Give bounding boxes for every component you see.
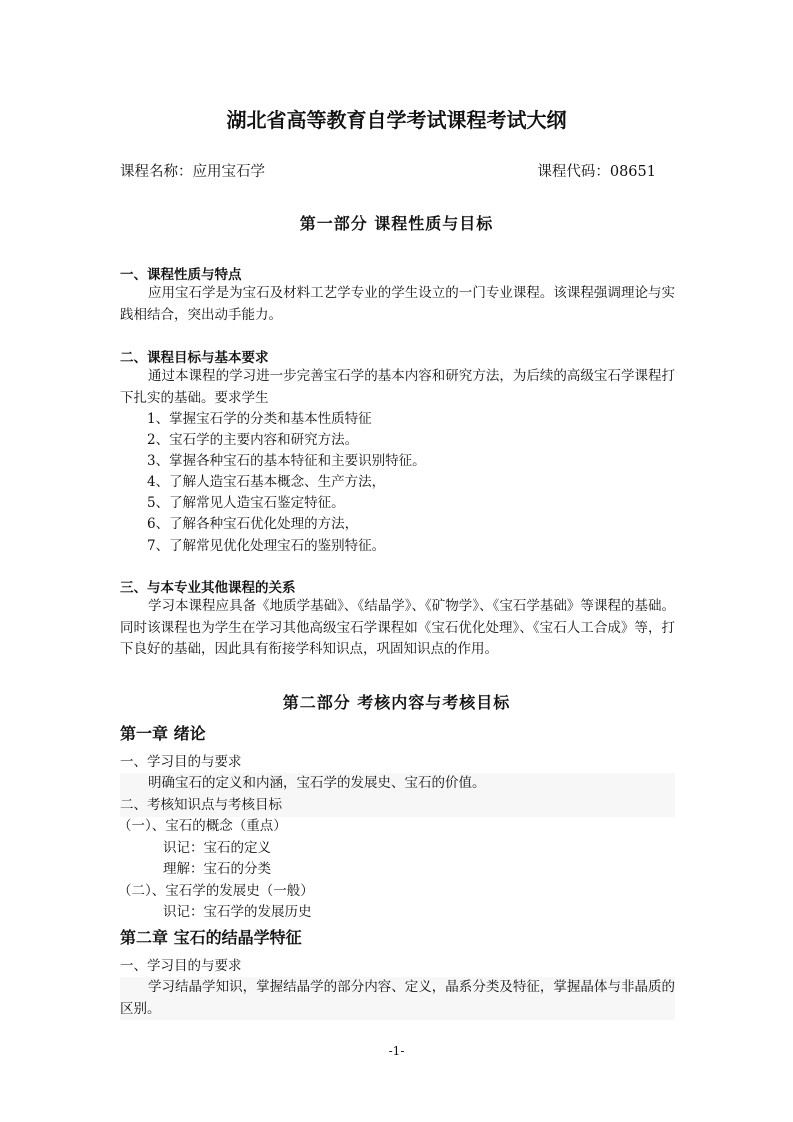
chapter2-heading: 第二章 宝石的结晶学特征 xyxy=(120,928,302,947)
paragraph: 应用宝石学是为宝石及材料工艺学专业的学生设立的一门专业课程。该课程强调理论与实践相结合，突出动手能力。 xyxy=(120,285,675,323)
page-number: -1- xyxy=(388,1044,405,1058)
part1-heading: 第一部分 课程性质与目标 xyxy=(299,214,494,233)
chapter1-line: 一、学习目的与要求 xyxy=(120,754,242,770)
section3-text xyxy=(120,596,675,661)
section1-text xyxy=(120,283,675,326)
section1-heading: 一、课程性质与特点 xyxy=(120,267,242,283)
chapter1-line: 二、考核知识点与考核目标 xyxy=(120,795,675,817)
part2-heading: 第二部分 考核内容与考核目标 xyxy=(282,693,511,712)
chapter1-heading: 第一章 绪论 xyxy=(120,724,206,743)
chapter1-line: 识记：宝石的定义 xyxy=(163,840,271,856)
list-item: 4、了解人造宝石基本概念、生产方法， xyxy=(147,474,386,491)
chapter2-line: 一、学习目的与要求 xyxy=(120,958,242,974)
section2-text xyxy=(120,366,675,409)
section2-heading: 二、课程目标与基本要求 xyxy=(120,350,269,366)
list-item: 5、了解常见人造宝石鉴定特征。 xyxy=(147,495,345,512)
list-item: 2、宝石学的主要内容和研究方法。 xyxy=(147,432,359,449)
chapter1-line: （一）、宝石的概念（重点） xyxy=(118,818,287,834)
goal-list xyxy=(147,409,426,557)
chapter1-line: 理解：宝石的分类 xyxy=(163,861,271,877)
chapter1-line: 识记：宝石学的发展历史 xyxy=(163,904,312,920)
section3-heading: 三、与本专业其他课程的关系 xyxy=(120,580,296,596)
list-item: 7、了解常见优化处理宝石的鉴别特征。 xyxy=(147,537,386,554)
course-name: 课程名称：应用宝石学 xyxy=(120,164,265,180)
course-meta xyxy=(120,160,656,181)
list-item: 1、掌握宝石学的分类和基本性质特征 xyxy=(147,411,372,427)
paragraph: 通过本课程的学习进一步完善宝石学的基本内容和研究方法，为后续的高级宝石学课程打下扎实的基础。要求学生 xyxy=(120,368,675,406)
list-item: 3、掌握各种宝石的基本特征和主要识别特征。 xyxy=(147,453,426,470)
paragraph: 学习结晶学知识，掌握结晶学的部分内容、定义，晶系分类及特征，掌握晶体与非晶质的区别。 xyxy=(120,979,675,1017)
list-item: 6、了解各种宝石优化处理的方法， xyxy=(147,516,359,533)
chapter1-line: （二）、宝石学的发展史（一般） xyxy=(118,883,314,899)
chapter1-line: 明确宝石的定义和内涵，宝石学的发展史、宝石的价值。 xyxy=(120,773,675,795)
course-code: 课程代码：08651 xyxy=(537,164,656,180)
paragraph: 学习本课程应具备《地质学基础》、《结晶学》、《矿物学》、《宝石学基础》等课程的基础。同时该课程也为学生在学习其他高级宝石学课程如《宝石优化处理》、《宝石人工合成》等，打下良好的基础，因此具有衔接学科知识点，巩固知识点的作用。 xyxy=(120,598,675,657)
chapter2-text xyxy=(120,977,675,1020)
document-title: 湖北省高等教育自学考试课程考试大纲 xyxy=(226,108,567,132)
